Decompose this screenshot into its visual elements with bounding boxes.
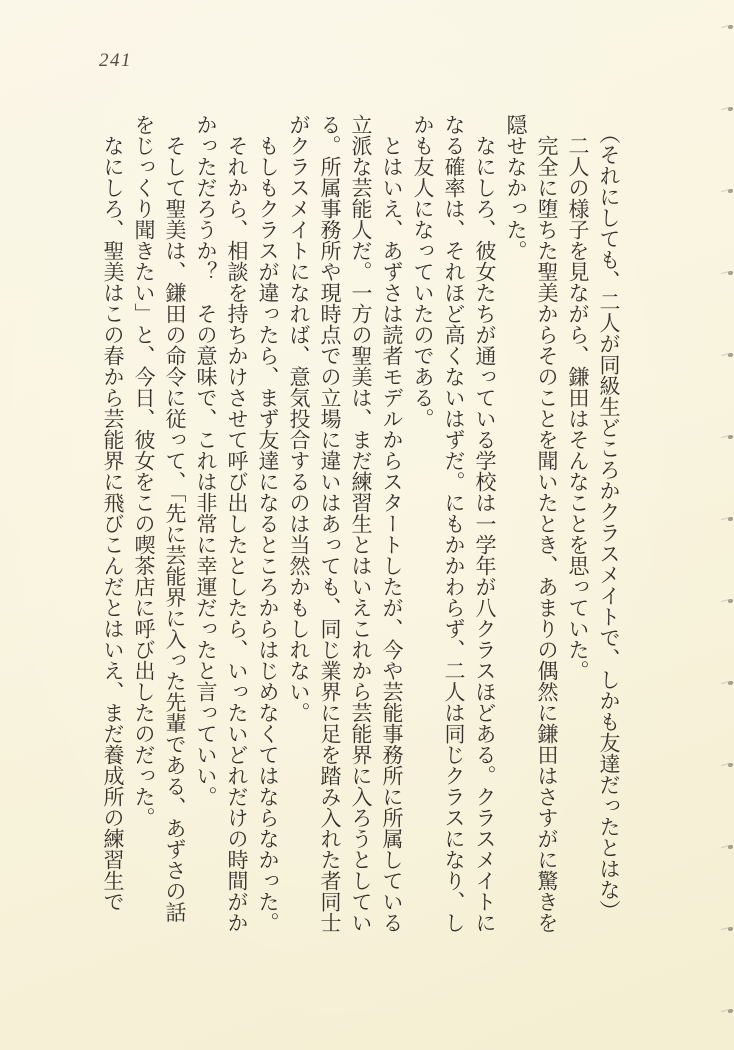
paragraph-1: （それにしても、二人が同級生どころかクラスメイトで、しかも友達だったとはな） <box>597 123 621 922</box>
paragraph-7: それから、相談を持ちかけさせて呼び出したとしたら、いったいどれだけの時間がかかっただろうか？ その意味で、これは非常に幸運だったと言っていい。 <box>194 114 249 933</box>
paragraph-8: そして聖美は、鎌田の命令に従って、「先に芸能界に入った先輩である、あずさの話をじっくり聞きたい」と、今日、彼女をこの喫茶店に呼び出したのだった。 <box>132 114 187 923</box>
paragraph-6: もしもクラスが違ったら、まず友達になるところからはじめなくてはならなかった。 <box>256 135 280 933</box>
binding-mark <box>728 1009 733 1013</box>
binding-mark <box>728 435 733 439</box>
binding-mark <box>728 107 733 111</box>
binding-mark <box>728 927 733 931</box>
binding-mark <box>728 189 733 193</box>
binding-mark <box>728 25 733 29</box>
body-text <box>94 114 624 936</box>
page-number: 241 <box>99 50 132 71</box>
binding-mark <box>728 271 733 275</box>
paragraph-2: 二人の様子を見ながら、鎌田はそんなことを思っていた。 <box>566 135 590 681</box>
binding-mark <box>728 353 733 357</box>
paragraph-9: なにしろ、聖美はこの春から芸能界に飛びこんだとはいえ、まだ養成所の練習生で <box>101 135 125 912</box>
binding-mark <box>728 681 733 685</box>
paragraph-3: 完全に堕ちた聖美からそのことを聞いたとき、あまりの偶然に鎌田はさすがに驚きを隠せなかった。 <box>504 114 559 933</box>
binding-mark <box>728 763 733 767</box>
paragraph-5: とはいえ、あずさは読者モデルからスタートしたが、今や芸能事務所に所属している立派な芸能人だ。一方の聖美は、まだ練習生とはいえこれから芸能界に入ろうとしている。所属事務所や現時点での立場に違いはあっても、同じ業界に足を踏み入れた者同士がクラスメイトになれば、意気投合するのは当然かもしれない。 <box>287 114 404 933</box>
binding-mark <box>728 845 733 849</box>
binding-mark <box>728 517 733 521</box>
paragraph-4: なにしろ、彼女たちが通っている学校は一学年が八クラスほどある。クラスメイトになる確率は、それほど高くないはずだ。にもかかわらず、二人は同じクラスになり、しかも友人になっていたのである。 <box>411 114 497 933</box>
binding-mark <box>728 599 733 603</box>
